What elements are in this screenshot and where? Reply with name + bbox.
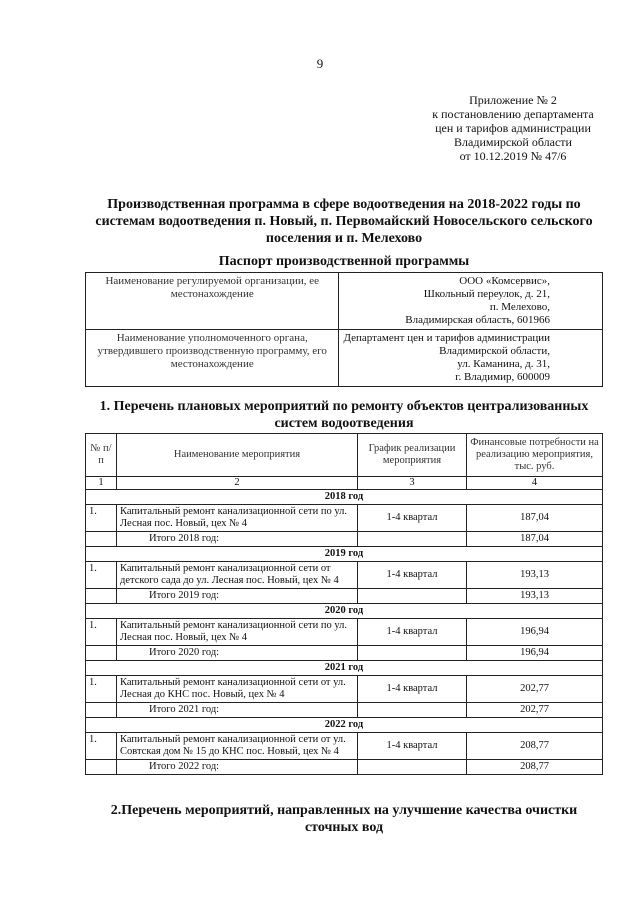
total-row [86, 760, 603, 775]
event-schedule: 1-4 квартал [358, 676, 467, 703]
total-empty [86, 532, 117, 547]
appendix-line: от 10.12.2019 № 47/6 [459, 149, 567, 163]
passport-value-line: ООО «Комсервис», [459, 275, 550, 287]
table-row [86, 676, 603, 703]
header-number: № п/п [86, 434, 117, 477]
total-empty [358, 760, 467, 775]
year-label: 2022 год [86, 718, 603, 733]
passport-label: Наименование регулируемой организации, ее местонахождение [86, 273, 339, 330]
event-cost: 208,77 [467, 733, 603, 760]
year-row [86, 490, 603, 505]
event-cost: 202,77 [467, 676, 603, 703]
total-cost: 202,77 [467, 703, 603, 718]
total-row [86, 532, 603, 547]
event-cost: 193,13 [467, 562, 603, 589]
passport-value-line: г. Владимир, 600009 [455, 371, 550, 383]
total-empty [358, 532, 467, 547]
total-row [86, 589, 603, 604]
section2-title: 2.Перечень мероприятий, направленных на улучшение качества очистки сточных вод [110, 803, 578, 835]
passport-label: Наименование уполномоченного органа, утвердившего производственную программу, его местонахождение [86, 330, 339, 387]
row-number: 1. [86, 619, 117, 646]
passport-value-line: Школьный переулок, д. 21, [423, 288, 550, 300]
column-number: 2 [117, 477, 358, 490]
total-label: Итого 2022 год: [117, 760, 358, 775]
year-label: 2019 год [86, 547, 603, 562]
document-title: Производственная программа в сфере водоотведения на 2018-2022 годы по системам водоотведения п. Новый, п. Первомайский Новосельского сельского поселения и п. Мелехово [95, 197, 593, 246]
row-number: 1. [86, 676, 117, 703]
passport-value-line: Владимирская область, 601966 [405, 314, 550, 326]
year-label: 2021 год [86, 661, 603, 676]
total-cost: 196,94 [467, 646, 603, 661]
total-label: Итого 2020 год: [117, 646, 358, 661]
event-name: Капитальный ремонт канализационной сети по ул. Лесная пос. Новый, цех № 4 [117, 619, 358, 646]
total-empty [86, 760, 117, 775]
appendix-line: цен и тарифов администрации [435, 121, 591, 135]
total-empty [86, 703, 117, 718]
passport-value-line: п. Мелехово, [489, 301, 550, 313]
appendix-line: Владимирской области [454, 135, 572, 149]
column-number: 4 [467, 477, 603, 490]
page-number: 9 [316, 56, 324, 71]
year-row [86, 547, 603, 562]
event-schedule: 1-4 квартал [358, 619, 467, 646]
year-row [86, 661, 603, 676]
year-row [86, 718, 603, 733]
table-row [86, 733, 603, 760]
table-row [86, 505, 603, 532]
total-row [86, 703, 603, 718]
total-empty [86, 589, 117, 604]
appendix-line: Приложение № 2 [469, 93, 557, 107]
passport-table [85, 272, 603, 387]
total-cost: 193,13 [467, 589, 603, 604]
event-name: Капитальный ремонт канализационной сети от детского сада до ул. Лесная пос. Новый, цех № 4 [117, 562, 358, 589]
header-schedule: График реализации мероприятия [358, 434, 467, 477]
total-empty [358, 703, 467, 718]
header-event-name: Наименование мероприятия [117, 434, 358, 477]
year-label: 2018 год [86, 490, 603, 505]
total-label: Итого 2021 год: [117, 703, 358, 718]
total-cost: 187,04 [467, 532, 603, 547]
total-empty [358, 589, 467, 604]
header-financing: Финансовые потребности на реализацию мероприятия, тыс. руб. [467, 434, 603, 477]
event-cost: 196,94 [467, 619, 603, 646]
event-name: Капитальный ремонт канализационной сети от ул. Совтская дом № 15 до КНС пос. Новый, цех № 4 [117, 733, 358, 760]
total-cost: 208,77 [467, 760, 603, 775]
year-row [86, 604, 603, 619]
passport-value [339, 330, 603, 387]
passport-row [86, 330, 603, 387]
table-row [86, 562, 603, 589]
passport-title: Паспорт производственной программы [218, 254, 470, 269]
row-number: 1. [86, 562, 117, 589]
event-name: Капитальный ремонт канализационной сети по ул. Лесная пос. Новый, цех № 4 [117, 505, 358, 532]
row-number: 1. [86, 733, 117, 760]
passport-value-line: ул. Каманина, д. 31, [457, 358, 550, 370]
event-schedule: 1-4 квартал [358, 733, 467, 760]
events-table [85, 433, 603, 775]
appendix-note [420, 93, 606, 163]
event-schedule: 1-4 квартал [358, 562, 467, 589]
appendix-line: к постановлению департамента [432, 107, 594, 121]
passport-row [86, 273, 603, 330]
row-number: 1. [86, 505, 117, 532]
year-label: 2020 год [86, 604, 603, 619]
column-number: 3 [358, 477, 467, 490]
passport-value [339, 273, 603, 330]
column-number-row [86, 477, 603, 490]
section1-title: 1. Перечень плановых мероприятий по ремонту объектов централизованных систем водоотведения [99, 399, 589, 431]
total-empty [86, 646, 117, 661]
total-label: Итого 2018 год: [117, 532, 358, 547]
table-row [86, 619, 603, 646]
event-name: Капитальный ремонт канализационной сети от ул. Лесная до КНС пос. Новый, цех № 4 [117, 676, 358, 703]
event-cost: 187,04 [467, 505, 603, 532]
event-schedule: 1-4 квартал [358, 505, 467, 532]
column-number: 1 [86, 477, 117, 490]
passport-value-line: Департамент цен и тарифов администрации [343, 332, 550, 344]
total-row [86, 646, 603, 661]
header-row [86, 434, 603, 477]
passport-value-line: Владимирской области, [439, 345, 550, 357]
total-label: Итого 2019 год: [117, 589, 358, 604]
total-empty [358, 646, 467, 661]
